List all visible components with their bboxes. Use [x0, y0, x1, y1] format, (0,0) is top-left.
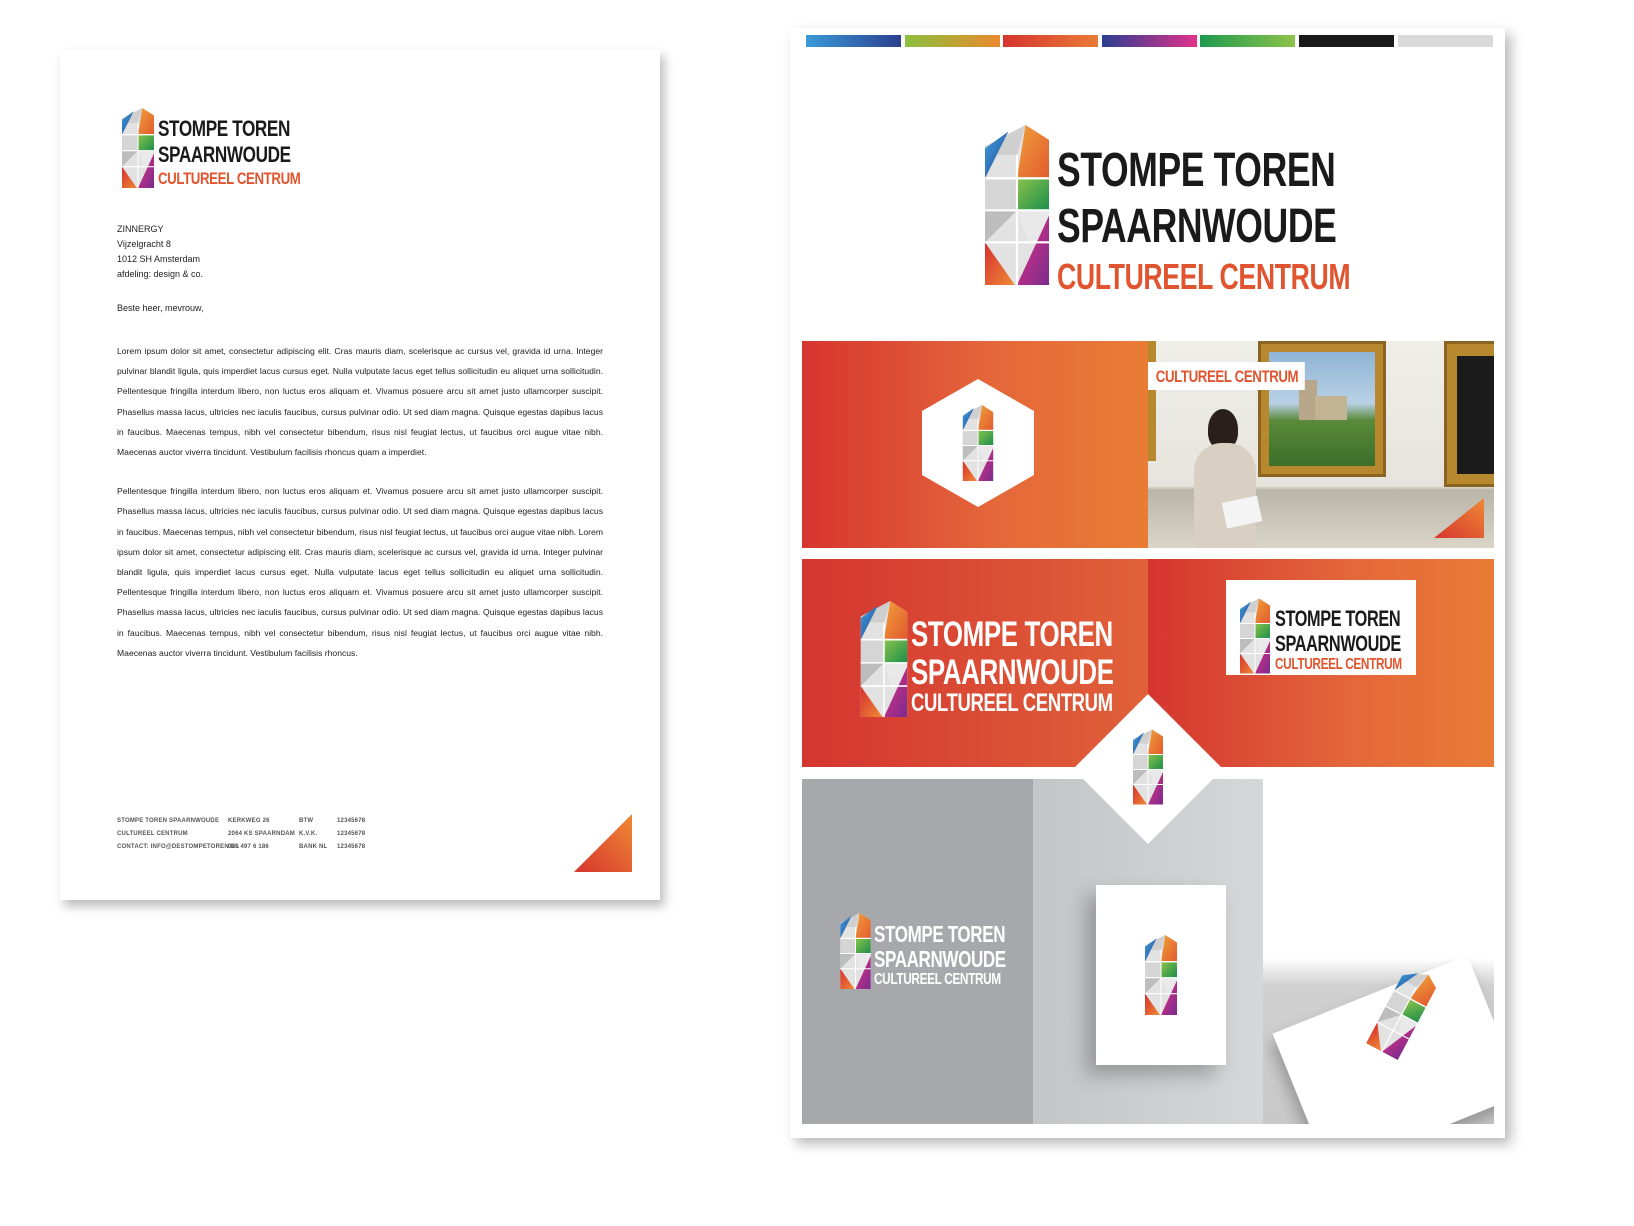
card-logo	[1240, 598, 1410, 673]
footer-text: 2064 KS SPAARNDAM	[228, 831, 295, 837]
tower-logo-icon	[1145, 935, 1177, 1015]
brand-line-3: CULTUREEL CENTRUM	[874, 971, 1001, 988]
hexagon-logo-icon	[922, 379, 1034, 507]
salutation: Beste heer, mevrouw,	[117, 303, 204, 313]
footer-col-2	[228, 815, 295, 854]
footer-col-3	[299, 815, 327, 854]
main-logo	[985, 125, 1351, 297]
footer-text: 12345678	[337, 844, 366, 850]
tower-logo-icon	[1133, 729, 1163, 805]
tower-logo-icon	[1240, 598, 1270, 674]
address-line: Vijzelgracht 8	[117, 239, 171, 249]
footer-text: 12345678	[337, 818, 366, 824]
letterhead-sheet	[60, 50, 660, 900]
footer-text: CONTACT: INFO@DESTOMPETOREN.NL	[117, 844, 240, 850]
color-swatch	[1003, 35, 1098, 47]
gray-panel	[802, 779, 1033, 1124]
footer-text: 12345678	[337, 831, 366, 837]
card-mockup-panel	[1263, 779, 1494, 1124]
color-swatch	[806, 35, 901, 47]
painting-frame	[1148, 341, 1156, 461]
orange-banner-right	[1148, 559, 1494, 767]
footer-text: BANK NL	[299, 844, 328, 850]
hexagon-tile	[802, 341, 1148, 548]
brand-line-2: SPAARNWOUDE	[874, 946, 1006, 972]
color-swatch	[1299, 35, 1394, 47]
letter-body	[117, 341, 603, 663]
corner-triangle-icon	[574, 814, 632, 872]
visitor-figure	[1190, 409, 1268, 548]
museum-photo	[1148, 341, 1494, 548]
footer-text: STOMPE TOREN SPAARNWOUDE	[117, 818, 220, 824]
brand-line-1: STOMPE TOREN	[1275, 606, 1401, 631]
tower-logo-icon	[122, 108, 154, 188]
brand-line-1: STOMPE TOREN	[911, 615, 1113, 654]
color-swatch	[1102, 35, 1197, 47]
photo-label: CULTUREEL CENTRUM	[1148, 362, 1304, 390]
footer-text: 020 497 6 186	[228, 844, 269, 850]
brand-line-3: CULTUREEL CENTRUM	[1057, 256, 1351, 297]
tower-logo-icon	[840, 913, 871, 989]
painting-frame	[1444, 341, 1494, 487]
recipient-address	[117, 222, 203, 282]
letter-logo	[122, 108, 302, 188]
color-swatch	[905, 35, 1000, 47]
footer-text: KERKWEG 26	[228, 818, 270, 824]
address-line: 1012 SH Amsterdam	[117, 254, 201, 264]
brand-line-2: SPAARNWOUDE	[1057, 200, 1337, 253]
gray-panel-logo	[840, 913, 1030, 991]
tower-logo-icon	[860, 601, 908, 717]
brand-line-3: CULTUREEL CENTRUM	[1275, 656, 1402, 673]
brand-line-1: STOMPE TOREN	[158, 116, 290, 141]
corner-triangle-icon	[1434, 498, 1484, 538]
footer-col-1	[117, 815, 239, 854]
poster-card	[1096, 885, 1226, 1065]
tower-logo-icon	[985, 125, 1049, 285]
brand-line-2: SPAARNWOUDE	[158, 142, 291, 167]
body-paragraph: Pellentesque fringilla interdum libero, non luctus eros aliquam et. Vivamus posuere arcu sit amet justo ullamcorper suscipit. Phasellus massa lacus, ultricies nec iaculis faucibus, cursus pulvinar odio. Ut sed diam magna. Quisque egestas dapibus lacus in faucibus. Maecenas tempus, nibh vel consectetur bibendum, risus nisl feugiat lectus, ut faucibus orci augue vitae nibh. Lorem ipsum dolor sit amet, consectetur adipiscing elit. Cras mauris diam, scelerisque ac cursus vel, gravida id urna. Integer pulvinar blandit ligula, quis imperdiet lacus cursus eget. Nulla vulputate lacus eget tellus sollicitudin eu aliquet urna sollicitudin. Pellentesque fringilla interdum libero, non luctus eros aliquam et. Vivamus posuere arcu sit amet justo ullamcorper suscipit. Phasellus massa lacus, ultricies nec iaculis faucibus, cursus pulvinar odio. Ut sed diam magna. Quisque egestas dapibus lacus in faucibus. Maecenas tempus, nibh vel consectetur bibendum, risus nisl feugiat lectus, ut faucibus orci augue vitae nibh. Maecenas auctor viverra tincidunt. Vestibulum facilisis rhoncus.	[117, 486, 603, 658]
brand-line-1: STOMPE TOREN	[874, 921, 1006, 947]
footer-text: BTW	[299, 818, 314, 824]
footer-text: K.V.K.	[299, 831, 318, 837]
brand-line-3: CULTUREEL CENTRUM	[158, 169, 301, 188]
color-swatch	[1200, 35, 1295, 47]
brand-line-1: STOMPE TOREN	[1057, 144, 1336, 197]
brand-line-3: CULTUREEL CENTRUM	[911, 689, 1113, 717]
address-line: afdeling: design & co.	[117, 269, 204, 279]
brand-line-2: SPAARNWOUDE	[1275, 631, 1401, 656]
brand-line-2: SPAARNWOUDE	[911, 653, 1114, 692]
footer-col-4	[337, 815, 365, 854]
address-line: ZINNERGY	[117, 224, 164, 234]
body-paragraph: Lorem ipsum dolor sit amet, consectetur adipiscing elit. Cras mauris diam, scelerisque ac cursus vel, gravida id urna. Integer pulvinar blandit ligula, quis imperdiet lacus cursus eget. Nulla vulputate lacus eget tellus sollicitudin eu aliquet urna sollicitudin. Pellentesque fringilla interdum libero, non luctus eros aliquam et. Vivamus posuere arcu sit amet justo ullamcorper suscipit. Phasellus massa lacus, ultricies nec iaculis faucibus, cursus pulvinar odio. Ut sed diam magna. Quisque egestas dapibus lacus in faucibus. Maecenas tempus, nibh vel consectetur bibendum, risus nisl feugiat lectus, ut faucibus orci augue vitae nibh. Maecenas auctor viverra tincidunt. Vestibulum facilisis rhoncus quam a imperdiet.	[117, 346, 603, 458]
footer-text: CULTUREEL CENTRUM	[117, 831, 188, 837]
reversed-logo	[860, 601, 1120, 721]
color-swatch	[1398, 35, 1493, 47]
logo-card	[1226, 580, 1416, 675]
